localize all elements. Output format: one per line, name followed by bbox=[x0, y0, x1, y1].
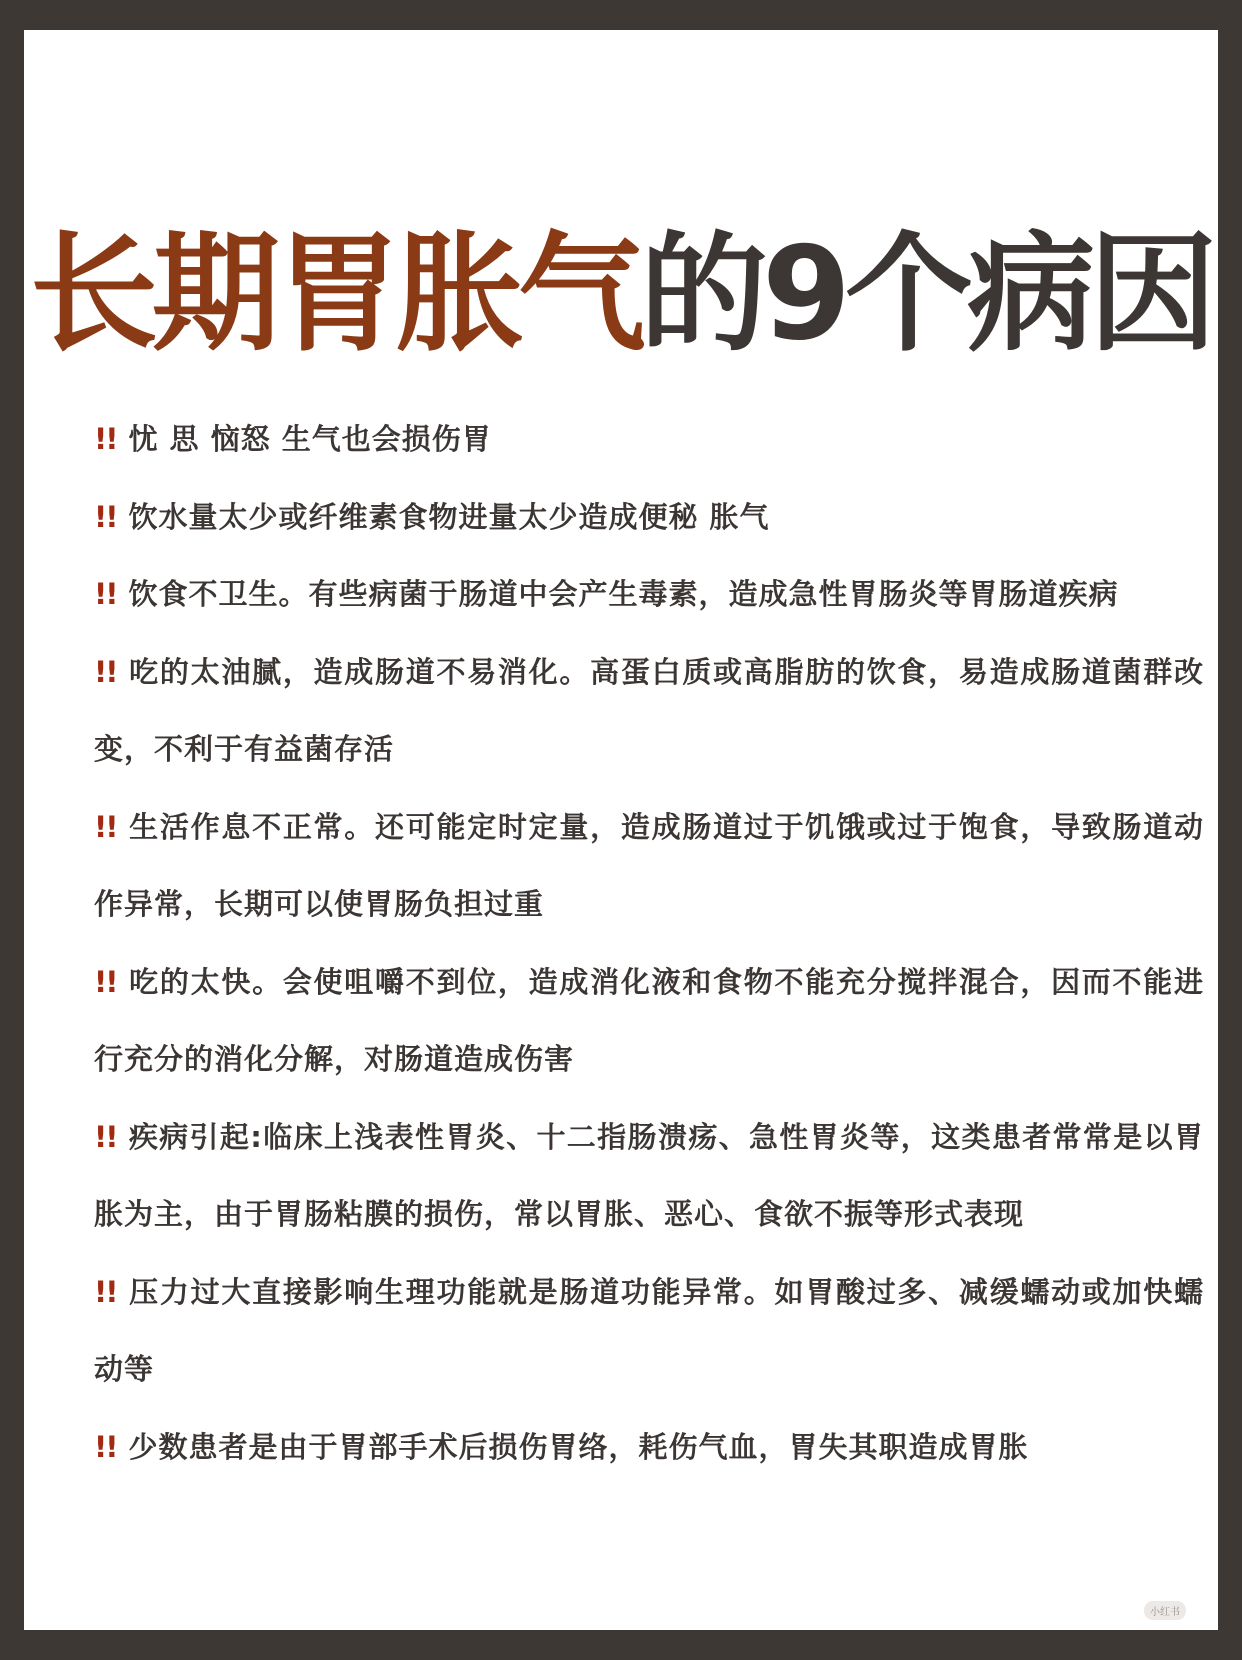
cause-list bbox=[94, 401, 1204, 1486]
watermark-logo: 小红书 bbox=[1144, 1601, 1186, 1620]
item-text: 饮水量太少或纤维素食物进量太少造成便秘 胀气 bbox=[128, 499, 770, 534]
item-text: 吃的太油腻，造成肠道不易消化。高蛋白质或高脂肪的饮食，易造成肠道菌群改变，不利于有益菌存活 bbox=[94, 654, 1204, 766]
title-accent: 长期胃胀气 bbox=[30, 220, 641, 369]
list-item bbox=[94, 789, 1204, 944]
page-title bbox=[30, 220, 1220, 370]
list-item bbox=[94, 1099, 1204, 1254]
item-text: 饮食不卫生。有些病菌于肠道中会产生毒素，造成急性胃肠炎等胃肠道疾病 bbox=[128, 577, 1119, 611]
warning-icon: !! bbox=[94, 964, 117, 999]
list-item bbox=[94, 1409, 1204, 1487]
item-text: 压力过大直接影响生理功能就是肠道功能异常。如胃酸过多、减缓蠕动或加快蠕动等 bbox=[94, 1274, 1204, 1386]
list-item bbox=[94, 944, 1204, 1099]
warning-icon: !! bbox=[94, 1429, 117, 1464]
item-text: 生活作息不正常。还可能定时定量，造成肠道过于饥饿或过于饱食，导致肠道动作异常，长期可以使胃肠负担过重 bbox=[94, 809, 1204, 921]
list-item bbox=[94, 634, 1204, 789]
list-item bbox=[94, 401, 1204, 479]
item-text: 吃的太快。会使咀嚼不到位，造成消化液和食物不能充分搅拌混合，因而不能进行充分的消化分解，对肠道造成伤害 bbox=[94, 964, 1204, 1076]
item-text: 疾病引起:临床上浅表性胃炎、十二指肠溃疡、急性胃炎等，这类患者常常是以胃胀为主，由于胃肠粘膜的损伤，常以胃胀、恶心、食欲不振等形式表现 bbox=[94, 1119, 1204, 1231]
list-item bbox=[94, 1254, 1204, 1409]
warning-icon: !! bbox=[94, 1119, 117, 1154]
list-item bbox=[94, 556, 1204, 634]
item-text: 忧 思 恼怒 生气也会损伤胃 bbox=[128, 422, 492, 456]
warning-icon: !! bbox=[94, 422, 117, 456]
warning-icon: !! bbox=[94, 499, 117, 534]
list-item bbox=[94, 479, 1204, 557]
item-text: 少数患者是由于胃部手术后损伤胃络，耗伤气血，胃失其职造成胃胀 bbox=[128, 1429, 1029, 1464]
content-card bbox=[24, 30, 1218, 1630]
warning-icon: !! bbox=[94, 1274, 117, 1309]
warning-icon: !! bbox=[94, 654, 117, 689]
warning-icon: !! bbox=[94, 577, 117, 611]
title-rest: 的9个病因 bbox=[640, 220, 1212, 369]
warning-icon: !! bbox=[94, 809, 117, 844]
